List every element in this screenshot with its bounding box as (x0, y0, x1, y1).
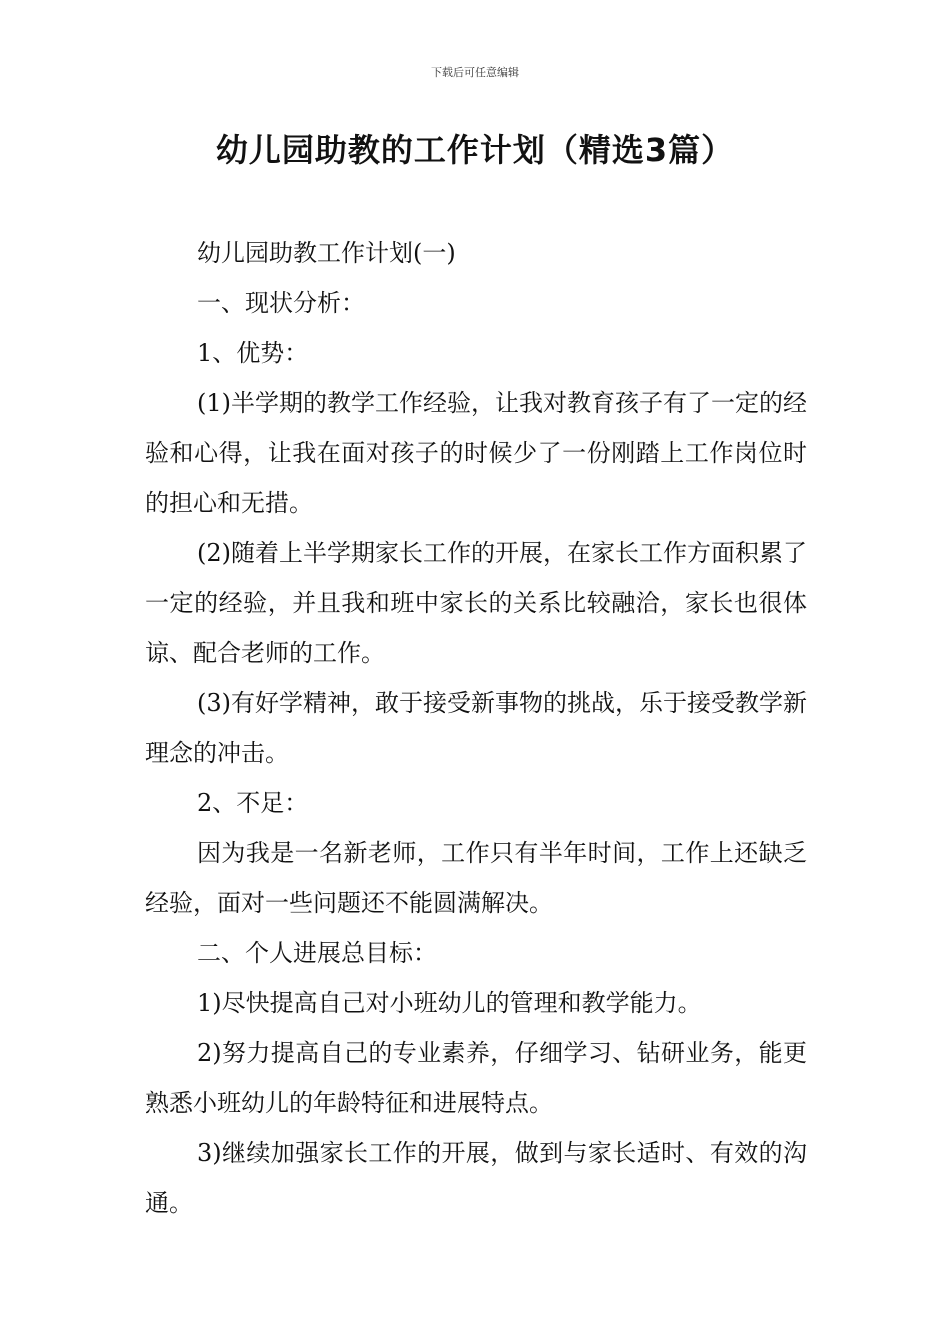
paragraph: (1)半学期的教学工作经验，让我对教育孩子有了一定的经验和心得，让我在面对孩子的时候少了一份刚踏上工作岗位时的担心和无措。 (145, 389, 807, 517)
subheading: 一、现状分析： (197, 289, 365, 317)
paragraph: (2)随着上半学期家长工作的开展，在家长工作方面积累了一定的经验，并且我和班中家长的关系比较融洽，家长也很体谅、配合老师的工作。 (145, 539, 807, 667)
paragraph: 3)继续加强家长工作的开展，做到与家长适时、有效的沟通。 (145, 1139, 807, 1217)
header-note: 下载后可任意编辑 (431, 66, 519, 79)
paragraph: (3)有好学精神，敢于接受新事物的挑战，乐于接受教学新理念的冲击。 (145, 689, 807, 767)
paragraph: 2)努力提高自己的专业素养，仔细学习、钻研业务，能更熟悉小班幼儿的年龄特征和进展特点。 (145, 1039, 807, 1117)
paragraph: 1)尽快提高自己对小班幼儿的管理和教学能力。 (197, 989, 702, 1017)
document-title: 幼儿园助教的工作计划（精选3篇） (215, 131, 735, 169)
subheading: 二、个人进展总目标： (197, 939, 437, 967)
subheading: 1、优势： (197, 339, 309, 367)
paragraph: 因为我是一名新老师，工作只有半年时间，工作上还缺乏经验，面对一些问题还不能圆满解决。 (145, 839, 807, 917)
subheading: 2、不足： (197, 789, 309, 817)
section-heading: 幼儿园助教工作计划(一) (197, 239, 456, 267)
document-body (145, 228, 807, 1228)
